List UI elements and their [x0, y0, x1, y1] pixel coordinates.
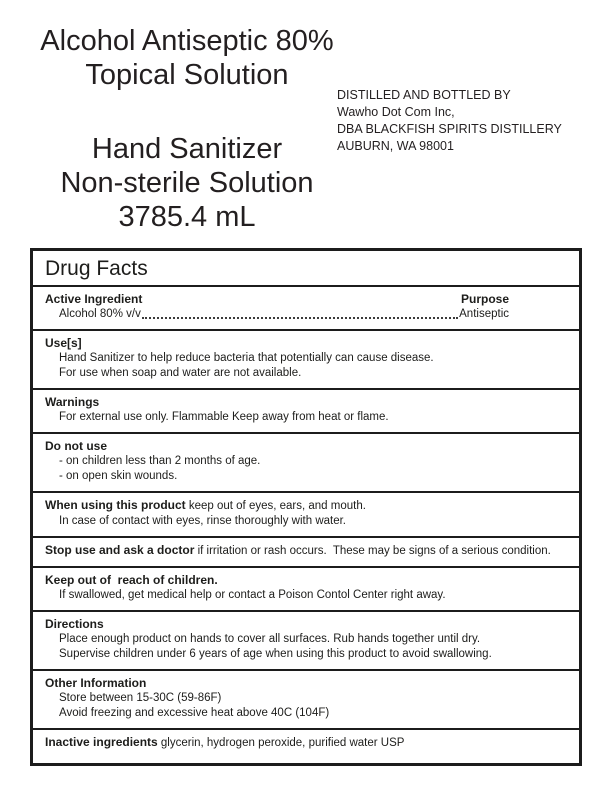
when-using-line: In case of contact with eyes, rinse thoroughly with water. [59, 515, 347, 527]
product-volume: 3785.4 mL [118, 201, 256, 233]
stop-use-header-suffix: if irritation or rash occurs. These may be signs of a serious condition. [194, 545, 551, 557]
distributor-block [337, 87, 597, 155]
do-not-use-header: Do not use [45, 439, 107, 453]
dotted-leader [142, 317, 458, 319]
drug-facts-box [30, 248, 582, 766]
section-uses [33, 331, 579, 390]
distributor-line: AUBURN, WA 98001 [337, 139, 454, 153]
uses-line: Hand Sanitizer to help reduce bacteria that potentially can cause disease. [59, 352, 434, 364]
directions-line: Place enough product on hands to cover all surfaces. Rub hands together until dry. [59, 633, 481, 645]
uses-line: For use when soap and water are not available. [59, 367, 302, 379]
section-other-information [33, 671, 579, 730]
other-information-line: Store between 15-30C (59-86F) [59, 692, 222, 704]
when-using-lead [45, 498, 567, 514]
keep-out-header: Keep out of reach of children. [45, 573, 218, 587]
section-when-using [33, 493, 579, 538]
directions-line: Supervise children under 6 years of age when using this product to avoid swallowing. [59, 648, 492, 660]
directions-header: Directions [45, 617, 104, 631]
section-directions [33, 612, 579, 671]
product-solution-type: Non-sterile Solution [60, 167, 314, 199]
active-ingredient-header-row [45, 292, 509, 307]
when-using-header-suffix: keep out of eyes, ears, and mouth. [185, 500, 366, 512]
section-stop-use [33, 538, 579, 568]
inactive-ingredients-header: Inactive ingredients [45, 735, 158, 749]
purpose-header: Purpose [460, 292, 509, 306]
section-inactive-ingredients [33, 730, 579, 763]
other-information-header: Other Information [45, 676, 147, 690]
distributor-line: DISTILLED AND BOTTLED BY [337, 88, 511, 102]
do-not-use-line: - on children less than 2 months of age. [59, 455, 261, 467]
section-warnings [33, 390, 579, 434]
drug-facts-title: Drug Facts [33, 251, 579, 287]
keep-out-line: If swallowed, get medical help or contact a Poison Contol Center right away. [59, 589, 446, 601]
warnings-line: For external use only. Flammable Keep away from heat or flame. [59, 411, 389, 423]
when-using-header: When using this product [45, 498, 186, 512]
stop-use-header: Stop use and ask a doctor [45, 543, 195, 557]
product-title-line2: Topical Solution [85, 59, 289, 91]
active-ingredient-header: Active Ingredient [45, 292, 143, 306]
warnings-header: Warnings [45, 395, 100, 409]
other-information-line: Avoid freezing and excessive heat above 40C (104F) [59, 707, 330, 719]
stop-use-lead [45, 543, 567, 559]
ingredient-purpose: Antiseptic [459, 308, 509, 320]
section-active-ingredient [33, 287, 579, 331]
distributor-line: DBA BLACKFISH SPIRITS DISTILLERY [337, 122, 562, 136]
do-not-use-line: - on open skin wounds. [59, 470, 178, 482]
distributor-line: Wawho Dot Com Inc, [337, 105, 455, 119]
active-ingredient-row [45, 307, 509, 322]
inactive-ingredients-list: glycerin, hydrogen peroxide, purified water USP [157, 737, 405, 749]
product-name: Hand Sanitizer [91, 133, 283, 165]
ingredient-name: Alcohol 80% v/v [59, 308, 141, 320]
section-keep-out-of-reach [33, 568, 579, 612]
section-do-not-use [33, 434, 579, 493]
product-title-block [0, 24, 374, 234]
product-title-line1: Alcohol Antiseptic 80% [40, 25, 334, 57]
uses-header: Use[s] [45, 336, 82, 350]
inactive-ingredients-lead [45, 735, 567, 751]
